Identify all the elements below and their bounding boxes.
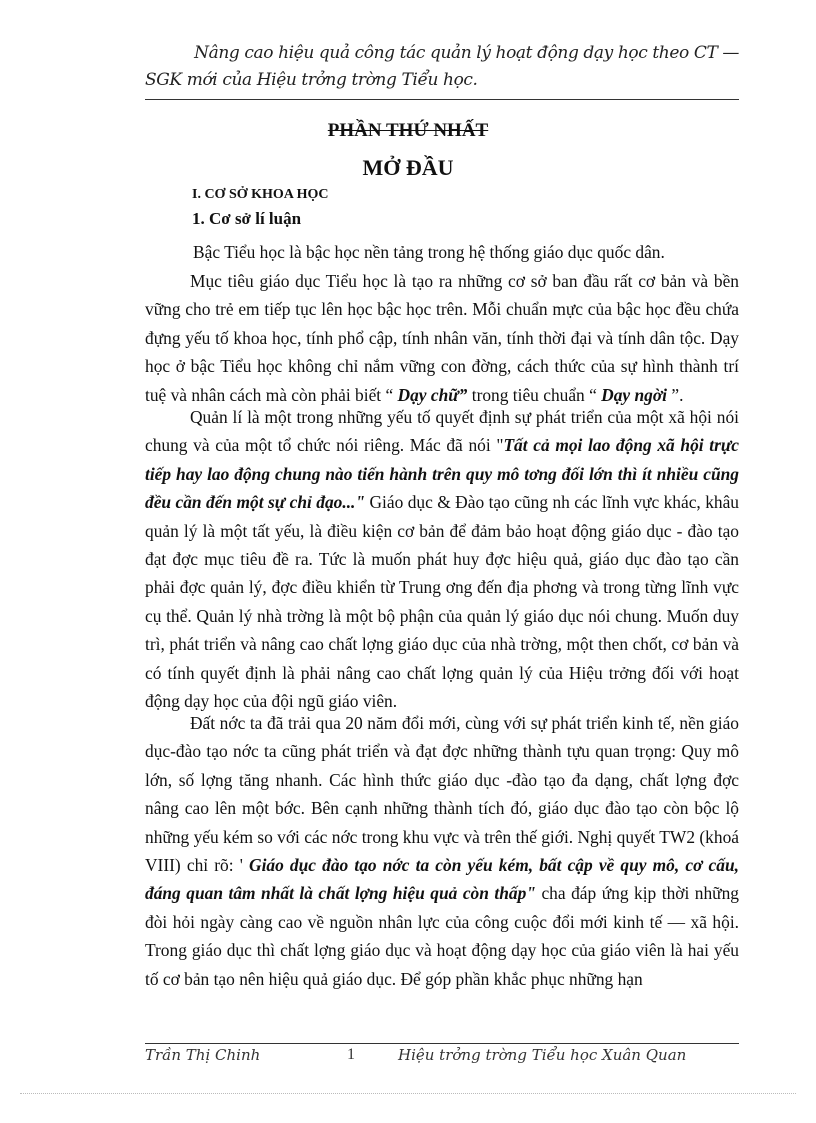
footer-divider: [145, 1043, 739, 1044]
header-line-2: SGK mới của Hiệu trởng trờng Tiểu học.: [145, 70, 478, 90]
page-bottom-dotted-line: [20, 1093, 796, 1094]
running-header: [145, 40, 739, 94]
paragraph-4: [145, 709, 739, 993]
paragraph-2-emphasis-1: Dạy chữ”: [393, 384, 468, 405]
paragraph-4-text-a: Đất nớc ta đã trải qua 20 năm đổi mới, cùng với sự phát triển kinh tế, nền giáo dục-đào tạo nớc ta cũng phát triển và đạt đợc những thành tựu quan trọng: Quy mô lớn, số lợng tăng nhanh. Các hình thức giáo dục -đào tạo đa dạng, chất lợng đợc nâng cao lên một bớc. Bên cạnh những thành tích đó, giáo dục đào tạo còn bộc lộ những yếu kém so với các nớc trong khu vực và trên thế giới. Nghị quyết TW2 (khoá VIII) chỉ rõ: ': [145, 713, 739, 876]
part-title: PHẦN THỨ NHẤT: [327, 120, 489, 141]
paragraph-3-text-a: Quản lí là một trong những yếu tố quyết định sự phát triển của một xã hội nói chung và của một tổ chức nói riêng. Mác đã nói ": [145, 407, 739, 456]
paragraph-3-text-b: Giáo dục & Đào tạo cũng nh các lĩnh vực khác, khâu quản lý là một tất yếu, là điều kiện cơ bản để đảm bảo hoạt động giáo dục - đào tạo đạt đợc mục tiêu đề ra. Tức là muốn phát huy đợc hiệu quả, giáo dục đào tạo cần phải đợc quản lý, đợc điều khiển từ Trung ơng đến địa phơng và trong từng lĩnh vực cụ thể. Quản lý nhà trờng là một bộ phận của quản lý giáo dục nói chung. Muốn duy trì, phát triển và nâng cao chất lợng giáo dục của nhà trờng, một then chốt, cơ bản và có tính quyết định là phải nâng cao chất lợng quản lý của Hiệu trởng đối với hoạt động dạy học của đội ngũ giáo viên.: [145, 492, 740, 712]
paragraph-4-text-b: cha đáp ứng kịp thời những đòi hỏi ngày càng cao về nguồn nhân lực của công cuộc đổi mới kinh tế — xã hội. Trong giáo dục thì chất lợng giáo dục và hoạt động dạy học của giáo viên là hai yếu tố cơ bản tạo nên hiệu quả giáo dục. Để góp phần khắc phục những hạn: [145, 883, 739, 989]
paragraph-2-text-a: Mục tiêu giáo dục Tiểu học là tạo ra những cơ sở ban đầu rất cơ bản và bền vững cho trẻ em tiếp tục lên học bậc học trên. Mỗi chuẩn mực của bậc học đều chứa đựng yếu tố khoa học, tính phổ cập, tính nhân văn, tính thời đại và tính dân tộc. Dạy học ở bậc Tiểu học không chỉ nắm vững con đờng, cách thức của sự hình thành trí tuệ và nhân cách mà còn phải biết “: [145, 271, 739, 405]
footer-author: Trần Thị Chinh: [145, 1046, 261, 1064]
paragraph-1: [145, 238, 739, 266]
page-number: 1: [347, 1046, 355, 1063]
paragraph-3: [145, 403, 739, 715]
footer-affiliation: Hiệu trởng trờng Tiểu học Xuân Quan: [398, 1046, 687, 1064]
header-line-1: Nâng cao hiệu quả công tác quản lý hoạt động dạy học theo CT —: [194, 43, 739, 63]
heading-level-2: 1. Cơ sở lí luận: [192, 209, 302, 228]
header-divider: [145, 99, 739, 100]
paragraph-2: [145, 267, 739, 409]
paragraph-2-text-b: trong tiêu chuẩn “: [467, 384, 597, 405]
paragraph-3-quote: Tất cả mọi lao động xã hội trực tiếp hay lao động chung nào tiến hành trên quy mô tơng đối lớn thì ít nhiều cũng đều cần đến một sự chỉ đạo...": [145, 435, 740, 513]
section-title: MỞ ĐẦU: [362, 155, 454, 180]
paragraph-2-emphasis-2: Dạy ngời: [596, 384, 672, 405]
paragraph-1-text: Bậc Tiểu học là bậc học nền tảng trong hệ thống giáo dục quốc dân.: [193, 242, 665, 262]
paragraph-2-text-c: ”.: [671, 384, 684, 405]
heading-level-1: I. CƠ SỞ KHOA HỌC: [192, 187, 329, 202]
paragraph-4-quote: Giáo dục đào tạo nớc ta còn yếu kém, bất cập về quy mô, cơ cấu, đáng quan tâm nhất là chất lợng hiệu quả còn thấp": [145, 855, 739, 904]
